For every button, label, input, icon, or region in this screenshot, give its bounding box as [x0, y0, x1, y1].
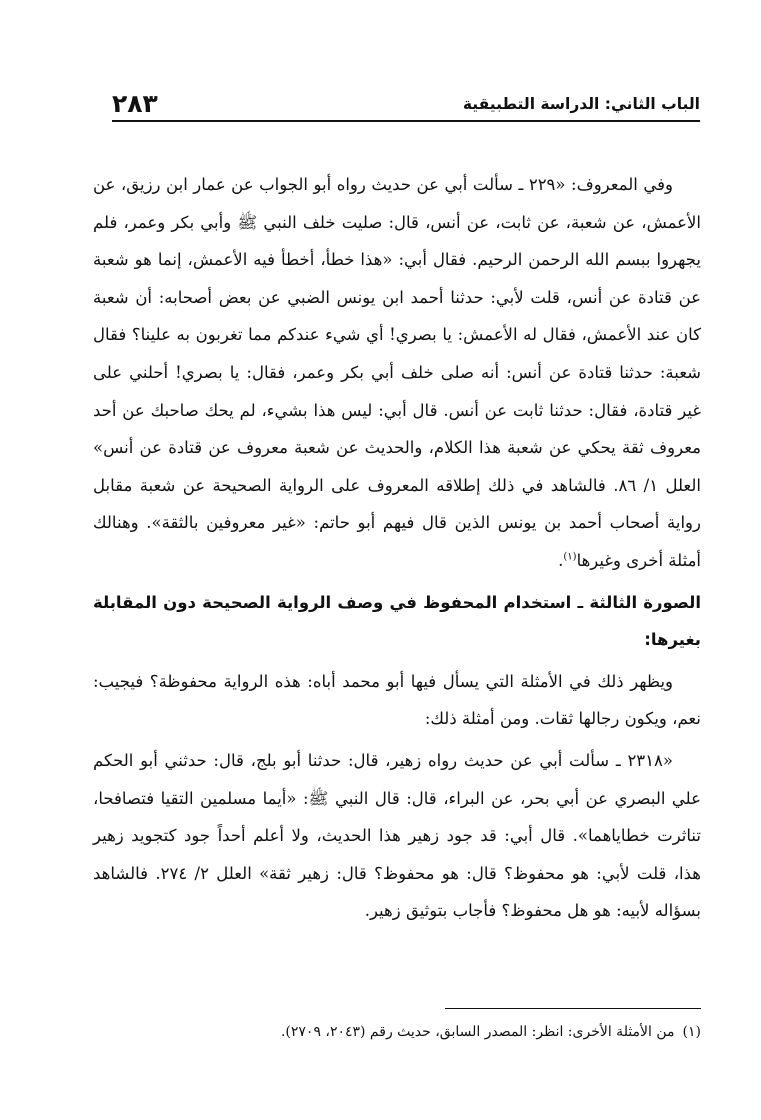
paragraph-end: . [558, 550, 564, 570]
running-head: الباب الثاني: الدراسة التطبيقية [462, 95, 700, 114]
section-heading-paragraph [93, 584, 701, 659]
footnote-text: من الأمثلة الأخرى: انظر: المصدر السابق، حديث رقم (٢٠٤٣، ٢٧٠٩). [280, 1024, 675, 1040]
page-header [112, 84, 700, 118]
header-rule [112, 120, 700, 122]
footnote-number: (١) [682, 1024, 701, 1040]
footnote-rule [445, 1008, 701, 1009]
paragraph-mahfuz-intro: ويظهر ذلك في الأمثلة التي يسأل فيها أبو محمد أباه: هذه الرواية محفوظة؟ فيجيب: نعم، ويكون رجالها ثقات. ومن أمثلة ذلك: [93, 671, 701, 729]
footnote-reference[interactable]: (١) [563, 551, 577, 563]
main-text [93, 166, 701, 930]
paragraph-mahfuz-example: «٢٣١٨ ـ سألت أبي عن حديث رواه زهير، قال: حدثنا أبو بلج، قال: حدثني أبو الحكم علي البصري عن أبي بحر، عن البراء، قال: قال النبي ﷺ: «أيما مسلمين التقيا فتصافحا، تناثرت خطاياهما». قال أبي: قد جود زهير هذا الحديث، ولا أعلم أحداً جود كتجويد زهير هذا، قلت لأبي: هو محفوظ؟ قال: هو محفوظ؟ قال: زهير ثقة» العلل ٢/ ٢٧٤. فالشاهد بسؤاله لأبيه: هو هل محفوظ؟ فأجاب بتوثيق زهير. [93, 750, 702, 921]
page-number: ٢٨٣ [112, 89, 158, 118]
footnote [93, 1019, 701, 1045]
paragraph-almaruf-example [93, 166, 701, 580]
section-heading: الصورة الثالثة ـ استخدام المحفوظ في وصف الرواية الصحيحة دون المقابلة بغيرها: [93, 592, 701, 650]
paragraph-text: وفي المعروف: «٢٢٩ ـ سألت أبي عن حديث رواه أبو الجواب عن عمار ابن رزيق، عن الأعمش، عن شعبة، عن ثابت، عن أنس، قال: صليت خلف النبي ﷺ وأبي بكر وعمر، فلم يجهروا ببسم الله الرحمن الرحيم. فقال أبي: «هذا خطأ، أخطأ فيه الأعمش، إنما هو شعبة عن قتادة عن أنس، قلت لأبي: حدثنا أحمد ابن يونس الضبي عن بعض أصحابه: أن شعبة كان عند الأعمش، فقال له الأعمش: يا بصري! أي شيء عندكم مما تغربون به علينا؟ فقال شعبة: حدثنا قتادة عن أنس: أنه صلى خلف أبي بكر وعمر، فقال: يا بصري! أحلني على غير قتادة، فقال: حدثنا ثابت عن أنس. قال أبي: ليس هذا بشيء، لم يحك صاحبك عن أحد معروف ثقة يحكي عن شعبة هذا الكلام، والحديث عن شعبة معروف عن قتادة عن أنس» العلل ١/ ٨٦. فالشاهد في ذلك إطلاقه المعروف على الرواية الصحيحة عن شعبة مقابل رواية أصحاب أحمد بن يونس الذين قال فيهم أبو حاتم: «غير معروفين بالثقة». وهنالك أمثلة أخرى وغيرها [93, 175, 702, 570]
